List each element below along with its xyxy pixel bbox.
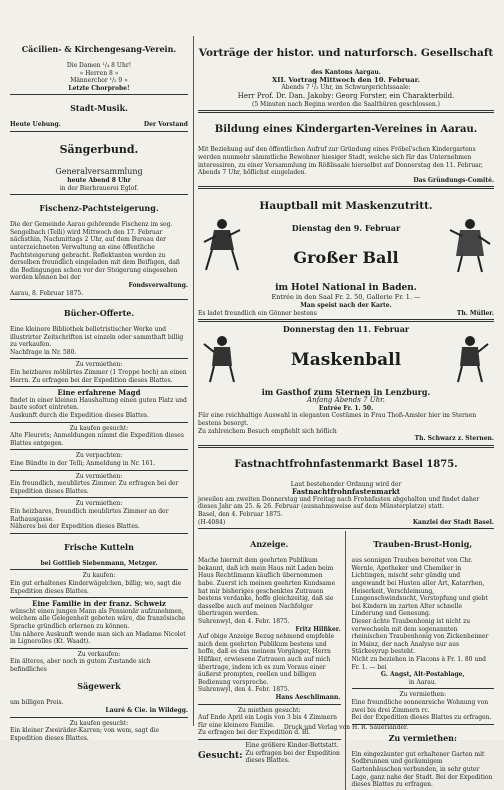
vermieth-body: Eine freundliche sonnenreiche Wohnung von zwei bis drei Zimmern rc. (351, 698, 489, 714)
kindergarten-title: Bildung eines Kindergarten-Vereines in Aarau. (214, 124, 478, 136)
verein-line: Die Damen ¹/₄ 8 Uhr! (66, 62, 132, 69)
maskenball-title: Donnerstag den 11. Februar (282, 324, 410, 335)
fischenz-body: Die der Gemeinde Aarau gehörende Fischenz im sog. Sengelbach (Telli) wird Mittwoch den 17. Februar nächsthin, Nachmittags 2 Uhr, auf dem Bureau der unterzeichneten Verwaltung an eine öffentliche Pachtsteigerung gebracht. Reflektanten werden zu derselben freundlich eingeladen mit dem Beifügen, daß die Bedingungen schon vor der Steigerung eingesehen werden können bei der (10, 221, 180, 282)
basel-body: jeweilen am zweiten Donnerstag und Freitag nach Frohnfasten abgehalten und findet daher dieses Jahr am 25. & 26. Februar (ausnahmsweise auf dem Münsterplatze) statt. (198, 495, 480, 511)
hauptball-line: im Hotel National in Baden. (275, 283, 417, 294)
verpachten-head: Zu verpachten: (75, 452, 123, 460)
gesucht-title: Gesucht: (198, 750, 243, 761)
hauptball-title: Hauptball mit Maskenzutritt. (259, 199, 433, 212)
stadtmusik-title: Stadt-Musik. (70, 103, 128, 114)
verein-line: Männerchor ¹/₂ 9 » (70, 77, 128, 85)
kutteln-title: Frische Kutteln (64, 541, 134, 552)
magd-ref: Auskunft durch die Expedition dieses Blattes. (10, 412, 149, 420)
vermieth-ad (352, 691, 495, 721)
miethen-head: Zu miethen gesucht: (237, 706, 301, 714)
verkaufen-head: Zu verkaufen: (77, 650, 121, 658)
right-column (198, 36, 494, 790)
hauptball-line: Es ladet freundlich ein Gönner bestens (198, 309, 317, 317)
left-column (10, 36, 188, 743)
kaufen3-body: Ein kleiner Zweiräder-Karren; von wem, sagt die Expedition dieses Blattes. (10, 727, 160, 742)
buecher-ref: Nachfrage in Nr. 580. (10, 348, 77, 356)
vermieth2-ad (10, 473, 188, 496)
basel-sign: Kanzlei der Stadt Basel. (412, 518, 494, 526)
anzeige-sign: Fritz Hilfiker. (295, 625, 341, 633)
maskenball-body: Für eine reichhaltige Auswahl in eleganten Costümes in Frau Thoß-Amsler hier im Sternen bestens besorgt. (198, 412, 477, 427)
kaufen1-ad (10, 425, 188, 448)
buecher-title: Bücher-Offerte. (63, 308, 135, 319)
masked-dancer-left-image (202, 216, 242, 274)
maskenball-line: im Gasthof zum Sternen in Lenzburg. (261, 387, 431, 398)
kindergarten-sign: Das Gründungs-Comité. (413, 176, 494, 184)
maskenball-ad (198, 324, 494, 443)
trauben-ad (352, 539, 495, 686)
fischenz-title: Fischenz-Pachtsteigerung. (39, 203, 159, 214)
vermieth-head: Zu vermiethen: (399, 691, 447, 699)
masked-dancer-right-image (450, 216, 490, 274)
miethen-body: Auf Ende April ein Logis von 3 bis 4 Zimmern für eine kleinere Familie. (198, 714, 337, 729)
kaufen3-ad (10, 720, 188, 743)
kaufen2-head: Zu kaufen: (82, 572, 116, 580)
familie-ref: Um nähere Auskunft wende man sich an Madame Nicolet in Lignerolles (Kt. Waadt). (10, 630, 186, 646)
saengerbund-title: Sängerbund. (59, 142, 139, 156)
vermieth3-ref: Näheres bei der Expedition dieses Blattes. (10, 523, 140, 531)
basel-line: Laut bestehender Ordnung wird der (290, 480, 402, 488)
magd-ad (10, 389, 188, 419)
kaufen3-head: Zu kaufen gesucht: (69, 719, 129, 727)
fischenz-sign: Fondsverwaltung. (128, 281, 188, 289)
trauben-body: aus sonnigen Trauben bereitet von Chr. Wernle, Apotheker und Chemiker in Lichtingen, mischt sehr gündig und angewandt bei Husten aller Art, Katarrhen, Heiserkeit, Verschleimung, Lungenschwindsucht, Verstopfung und giebt bei Kindern im zarten Alter schnelle Linderung und Genesung. (351, 557, 488, 618)
saengerbund-ad (10, 143, 188, 192)
anzeige-title: Anzeige. (250, 539, 289, 550)
verkaufen-ad (10, 651, 188, 715)
gesucht-ad (198, 742, 341, 770)
footer-imprint: Druck und Verlag von H. R. Sauerländer. (283, 724, 409, 731)
vermieth3-body: Ein heizbares, freundlich meublirtes Zimmer an der Rathausgasse. (10, 507, 169, 523)
vortraege-line: Herr Prof. Dr. Dan. Jakoby: Georg Forster, ein Charakterbild. (237, 91, 455, 100)
vermieth3-ad (10, 500, 188, 530)
anzeige-sign: Hans Aeschlimann. (275, 693, 341, 701)
basel-line: Fastnachtfrohnfastenmarkt (291, 487, 401, 497)
vortraege-line: Abends 7 ¹/₂ Uhr, im Schwurgerichtssaale: (281, 84, 411, 92)
trauben-sign: in Aarau. (408, 678, 437, 686)
vermieth1-head: Zu vermiethen: (75, 361, 123, 369)
trauben-price: Nicht zu beziehen in Flacons à Fr. 1. 80 und Fr. 1. — bei (351, 655, 486, 671)
vermieth2-head: Zu vermiethen: (75, 472, 123, 480)
verpachten-body: Eine Bündte in der Telli; Anmeldung in Nr. 161. (10, 460, 156, 467)
verkaufen-body: Ein älteres, aber noch in gutem Zustande sich befindliches (10, 658, 151, 673)
vermiethen-body: Ein eingezäunter gut erhaltener Garten mit Sodbrunnen und geräumigem Gartenhäuschen verbunden, in sehr guter Lage, ganz nahe der Stadt. Bei der Expedition dieses Blattes zu erfragen. (351, 750, 493, 789)
vortraege-line: XII. Vortrag Mittwoch den 10. Februar. (272, 75, 420, 84)
saengerbund-line: heute Abend 8 Uhr (67, 176, 131, 184)
bottom-two-columns (198, 531, 494, 789)
bottom-right-subcolumn (352, 531, 495, 789)
basel-ref: (H-4084) (198, 518, 226, 526)
saengerbund-line: in der Bierbrauerei Eglof. (59, 184, 139, 192)
anzeige-date: Suhrenwyl, den 4. Febr. 1875. (198, 686, 290, 694)
vortraege-ad (198, 47, 494, 109)
kutteln-body: bei Gottlieb Siebenmann, Metzger. (40, 559, 158, 567)
harlequin-right-image (452, 334, 488, 384)
anzeige-date: Suhrenwyl, den 4. Febr. 1875. (198, 618, 290, 625)
trauben-title: Trauben-Brust-Honig, (373, 539, 473, 550)
saegewerk-title: Sägewerk (77, 681, 121, 692)
familie-ad (10, 600, 188, 646)
hauptball-line: Man speist nach der Karte. (300, 301, 392, 309)
vermieth1-ad (10, 361, 188, 384)
maskenball-sign: Th. Schwarz z. Sternen. (414, 435, 494, 443)
vermiethen-ad (352, 733, 495, 789)
maskenball-line: Anfang Abends 7 Uhr. (307, 396, 385, 405)
vortraege-title: Vorträge der histor. und naturforsch. Gesellschaft (198, 46, 494, 59)
familie-body: wünscht einen jungen Mann als Pensionär aufzunehmen, welchem alle Gelegenheit geboten wäre, die französische Sprache gründlich erlernen zu können. (10, 607, 186, 630)
saengerbund-line: Generalversammlung (55, 166, 143, 176)
kaufen1-head: Zu kaufen gesucht: (69, 424, 129, 432)
kaufen2-body: Ein gut erhaltenes Kinderwägelchen, billig; wo, sagt die Expedition dieses Blattes. (10, 579, 182, 595)
stadtmusik-left: Heute Uebung. (10, 121, 61, 129)
kaufen2-ad (10, 572, 188, 595)
verein-ad (10, 44, 188, 92)
vermieth3-head: Zu vermiethen: (75, 500, 123, 508)
trauben-sign: G. Angst, Alt-Postablage, (380, 671, 465, 679)
vortraege-line: (5 Minuten nach Beginn werden die Saalthüren geschlossen.) (251, 100, 440, 108)
verein-line: Letzte Chorprobe! (68, 84, 130, 92)
saegewerk-sign: Lauré & Cie. in Wildegg. (105, 707, 188, 715)
stadtmusik-right: Der Vorstand (143, 121, 188, 129)
column-divider (193, 36, 194, 726)
vermiethen-title: Zu vermiethen: (388, 732, 457, 743)
magd-body: findet in einer kleinen Haushaltung einen guten Platz und baute sofort eintreten. (10, 396, 187, 412)
stadtmusik-ad (10, 103, 188, 129)
basel-ad (198, 458, 494, 527)
fischenz-ad (10, 203, 188, 297)
anzeige-body: Auf obige Anzeige Bezug nehmend empfehle mich dem geehrten Publikum bestens und hoffe, daß es das meinem Vorgänger, Herrn Hilfiker, erwiesene Zutrauen auch auf mich übertrage, indem ich es zum Voraus einer äußerst prompten, reellen und billigen Bedienung verspreche. (198, 633, 335, 686)
basel-title: Fastnachtfrohnfastenmarkt Basel 1875. (234, 458, 458, 470)
maskenball-big: Maskenball (290, 350, 402, 371)
hauptball-ad (198, 200, 494, 317)
anzeige-body: Mache hiermit dem geehrten Publikum bekannt, daß ich mein Haus mit Laden beim Haus Rechtlimann käuflich übernommen habe. Zuerst ich meinen geehrten Kundsame hat mir bisheriges geschenktes Zutrauen bestens verdanke, hoffe gleichzeitig, daß sie dasselbe auch auf meinen Nachfolger übertragen werden. (198, 557, 336, 618)
maskenball-body: Zu zahlreichem Besuch empfiehlt sich höflich (198, 427, 337, 435)
kaufen1-body: Alte Fleurets; Anmeldungen nimmt die Expedition dieses Blattes entgegen. (10, 432, 184, 447)
miethen-ad (198, 707, 341, 737)
kindergarten-body: Mit Beziehung auf den öffentlichen Aufruf zur Gründung eines Fröbel'schen Kindergartens werden nunmehr sämmtliche Bewohner hiesiger Stadt, welche sich für das Unternehmen interessiren, zu einer Versammlung im Rößlisaale hierselbst auf Donnerstag den 11. Februar, Abends 7 Uhr, höflichst eingeladen. (198, 146, 483, 177)
trauben-body: Dieser ächte Traubenhonig ist nicht zu verwechseln mit dem sogenannten rheinischen Traubenhonig von Zickenheimer in Mainz, der nach Analyse nur aus Stärkesyrup besteht. (351, 618, 489, 656)
hauptball-big: Großer Ball (293, 248, 399, 268)
anzeige-ad (198, 539, 341, 701)
verein-title: Cäcilien- & Kirchengesang-Verein. (21, 44, 177, 54)
vermieth2-body: Ein freundlich, meublirtes Zimmer. Zu erfragen bei der Expedition dieses Blattes. (10, 480, 179, 495)
verpachten-ad (10, 452, 188, 467)
vermieth1-body: Ein heizbares möblirtes Zimmer (1 Treppe hoch) an einen Herrn. Zu erfragen bei der Expedition dieses Blattes. (10, 369, 187, 384)
buecher-body: Eine kleinere Bibliothek belletristischer Werke und illustrirter Zeitschriften ist einzeln oder sammthaft billig zu verkaufen. (10, 326, 184, 349)
basel-date: Basel, den 4. Februar 1875. (198, 511, 283, 519)
kutteln-ad (10, 542, 188, 568)
hauptball-sign: Th. Müller. (456, 309, 494, 317)
verein-line: » Herren 8 » (79, 69, 119, 77)
maskenball-line: Entrée Fr. 1. 50. (318, 404, 374, 412)
bottom-left-subcolumn (198, 531, 346, 789)
harlequin-left-image (204, 334, 240, 384)
kindergarten-ad (198, 123, 494, 184)
hauptball-line: Entrée in den Saal Fr. 2. 50, Gallerie Fr. 1. — (271, 293, 421, 302)
fischenz-date: Aarau, 8. Februar 1875. (10, 289, 84, 297)
familie-title: Eine Familie in der franz. Schweiz (32, 599, 166, 609)
hauptball-line: Dienstag den 9. Februar (291, 223, 401, 234)
saegewerk-body: um billigen Preis. (10, 699, 64, 707)
miethen-ref: Zu erfragen bei der Expedition d. Bl. (198, 729, 311, 737)
vermieth-ref: Bei der Expedition dieses Blattes zu erfragen. (351, 714, 492, 722)
vortraege-sub: des Kantons Aargau. (311, 69, 381, 76)
buecher-ad (10, 308, 188, 356)
gesucht-body: Eine größere Kinder-Bettstatt. Zu erfragen bei der Expedition dieses Blattes. (245, 741, 340, 765)
magd-title: Eine erfahrene Magd (57, 388, 141, 398)
